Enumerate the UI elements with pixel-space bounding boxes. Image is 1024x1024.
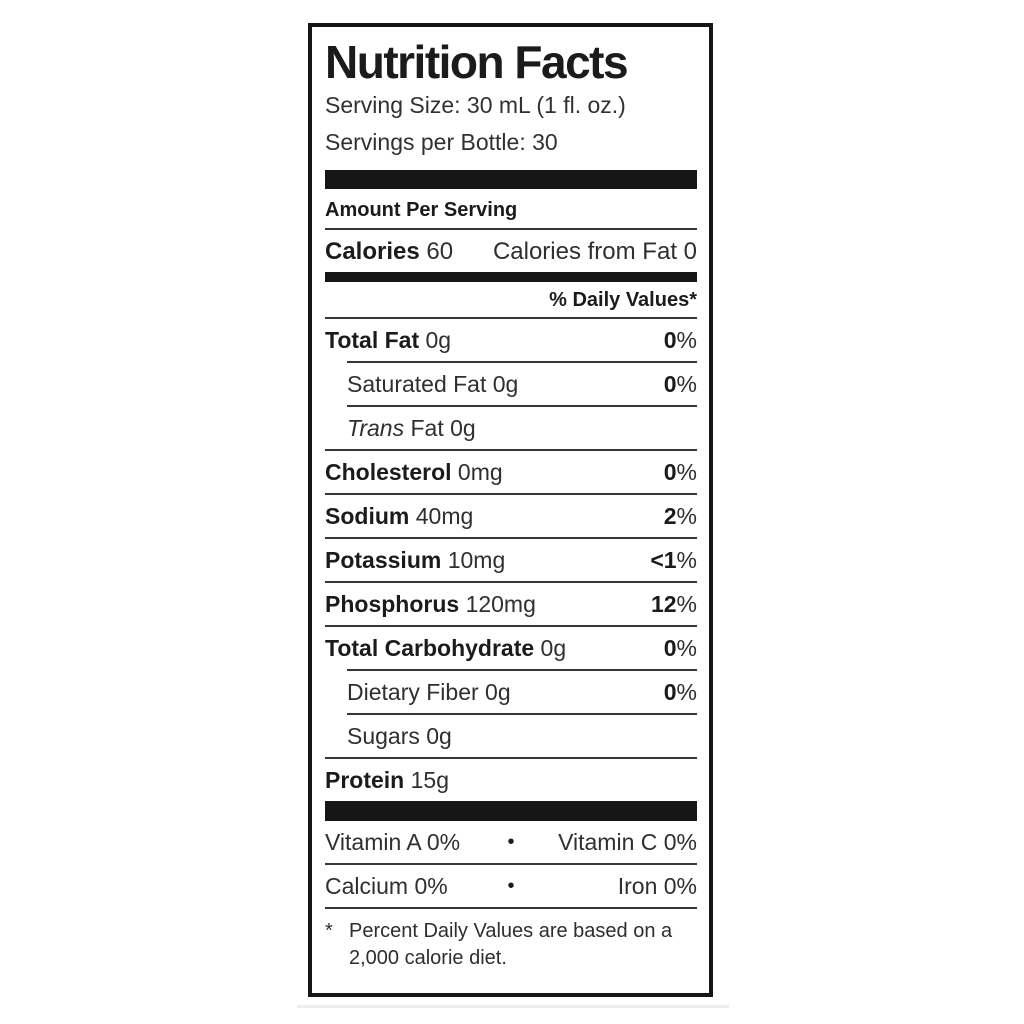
- nutrient-amount: 0g: [426, 722, 452, 749]
- vitamin-row-1: [325, 821, 697, 865]
- nutrient-dv: 12: [650, 590, 677, 617]
- calcium-value: Calcium 0%: [325, 872, 448, 899]
- nutrient-row-phosphorus: Phosphorus 120mg 12%: [325, 581, 697, 625]
- nutrient-name: Dietary Fiber: [347, 678, 479, 705]
- nutrient-row-potassium: Potassium 10mg <1%: [325, 537, 697, 581]
- separator-bar-calories: [325, 272, 697, 282]
- separator-bar-bottom: [325, 801, 697, 821]
- nutrient-dv: 2: [663, 502, 677, 529]
- nutrient-row-trans-fat: [347, 405, 697, 449]
- vitamin-row-2: [325, 865, 697, 909]
- bullet-icon: •: [507, 830, 515, 853]
- nutrient-row-protein: [325, 757, 697, 801]
- calories-from-fat: Calories from Fat 0: [492, 238, 697, 265]
- vitamin-a-value: Vitamin A 0%: [325, 828, 461, 855]
- nutrient-name: Protein: [325, 766, 405, 793]
- nutrient-dv: <1: [650, 546, 677, 573]
- nutrient-amount: 120mg: [465, 590, 536, 617]
- nutrient-name: Sugars: [347, 722, 420, 749]
- vitamin-c-value: Vitamin C 0%: [558, 828, 697, 855]
- footnote: [325, 909, 697, 972]
- nutrient-amount: 10mg: [447, 546, 506, 573]
- nutrient-amount: 0mg: [457, 458, 503, 485]
- nutrient-amount: 0g: [425, 326, 452, 353]
- nutrient-name: Phosphorus: [325, 590, 460, 617]
- serving-size: Serving Size: 30 mL (1 fl. oz.): [325, 92, 626, 118]
- daily-values-header: % Daily Values*: [325, 282, 697, 319]
- nutrient-dv: 0: [663, 326, 677, 353]
- nutrient-name: Saturated Fat: [347, 370, 487, 397]
- bullet-icon: •: [507, 874, 515, 897]
- nutrient-name: Total Carbohydrate: [325, 634, 535, 661]
- nutrient-amount: 0g: [485, 678, 511, 705]
- nutrient-row-sodium: Sodium 40mg 2%: [325, 493, 697, 537]
- nutrient-name: Potassium: [325, 546, 442, 573]
- nutrient-amount: Fat 0g: [410, 414, 476, 441]
- calories-left: [325, 238, 453, 266]
- nutrient-name: Cholesterol: [325, 458, 452, 485]
- nutrient-row-sugars: [347, 713, 697, 757]
- footnote-text: Percent Daily Values are based on a 2,000 calorie diet.: [349, 920, 673, 969]
- calories-label: Calories: [325, 238, 420, 265]
- nutrient-dv: 0: [663, 678, 677, 705]
- nutrient-row-cholesterol: Cholesterol 0mg 0%: [325, 449, 697, 493]
- nutrient-row-total-carbohydrate: Total Carbohydrate 0g 0%: [325, 625, 697, 669]
- servings-per-bottle: Servings per Bottle: 30: [325, 129, 558, 155]
- nutrient-row-total-fat: Total Fat 0g 0%: [325, 326, 697, 353]
- separator-bar-top: [325, 170, 697, 189]
- nutrient-name: Sodium: [325, 502, 410, 529]
- nutrient-name: Trans: [347, 414, 405, 441]
- calories-row: [325, 230, 697, 272]
- nutrient-amount: 0g: [540, 634, 567, 661]
- nutrient-amount: 15g: [410, 766, 449, 793]
- nutrient-amount: 0g: [492, 370, 519, 397]
- nutrient-rows: [325, 319, 697, 801]
- nutrient-row-dietary-fiber: Dietary Fiber 0g 0%: [347, 669, 697, 713]
- nutrient-dv: 0: [663, 370, 677, 397]
- label-shadow-line: [297, 1005, 729, 1008]
- calories-value: 60: [426, 238, 454, 265]
- nutrition-facts-label: [308, 23, 713, 997]
- label-title: Nutrition Facts: [325, 36, 628, 88]
- iron-value: Iron 0%: [617, 872, 697, 899]
- nutrient-name: Total Fat: [325, 326, 420, 353]
- nutrient-amount: 40mg: [415, 502, 474, 529]
- nutrient-dv: 0: [663, 458, 677, 485]
- footnote-asterisk: *: [325, 920, 333, 942]
- amount-per-serving-label: Amount Per Serving: [325, 189, 697, 230]
- nutrient-row-saturated-fat: Saturated Fat 0g 0%: [347, 361, 697, 405]
- nutrient-dv: 0: [663, 634, 677, 661]
